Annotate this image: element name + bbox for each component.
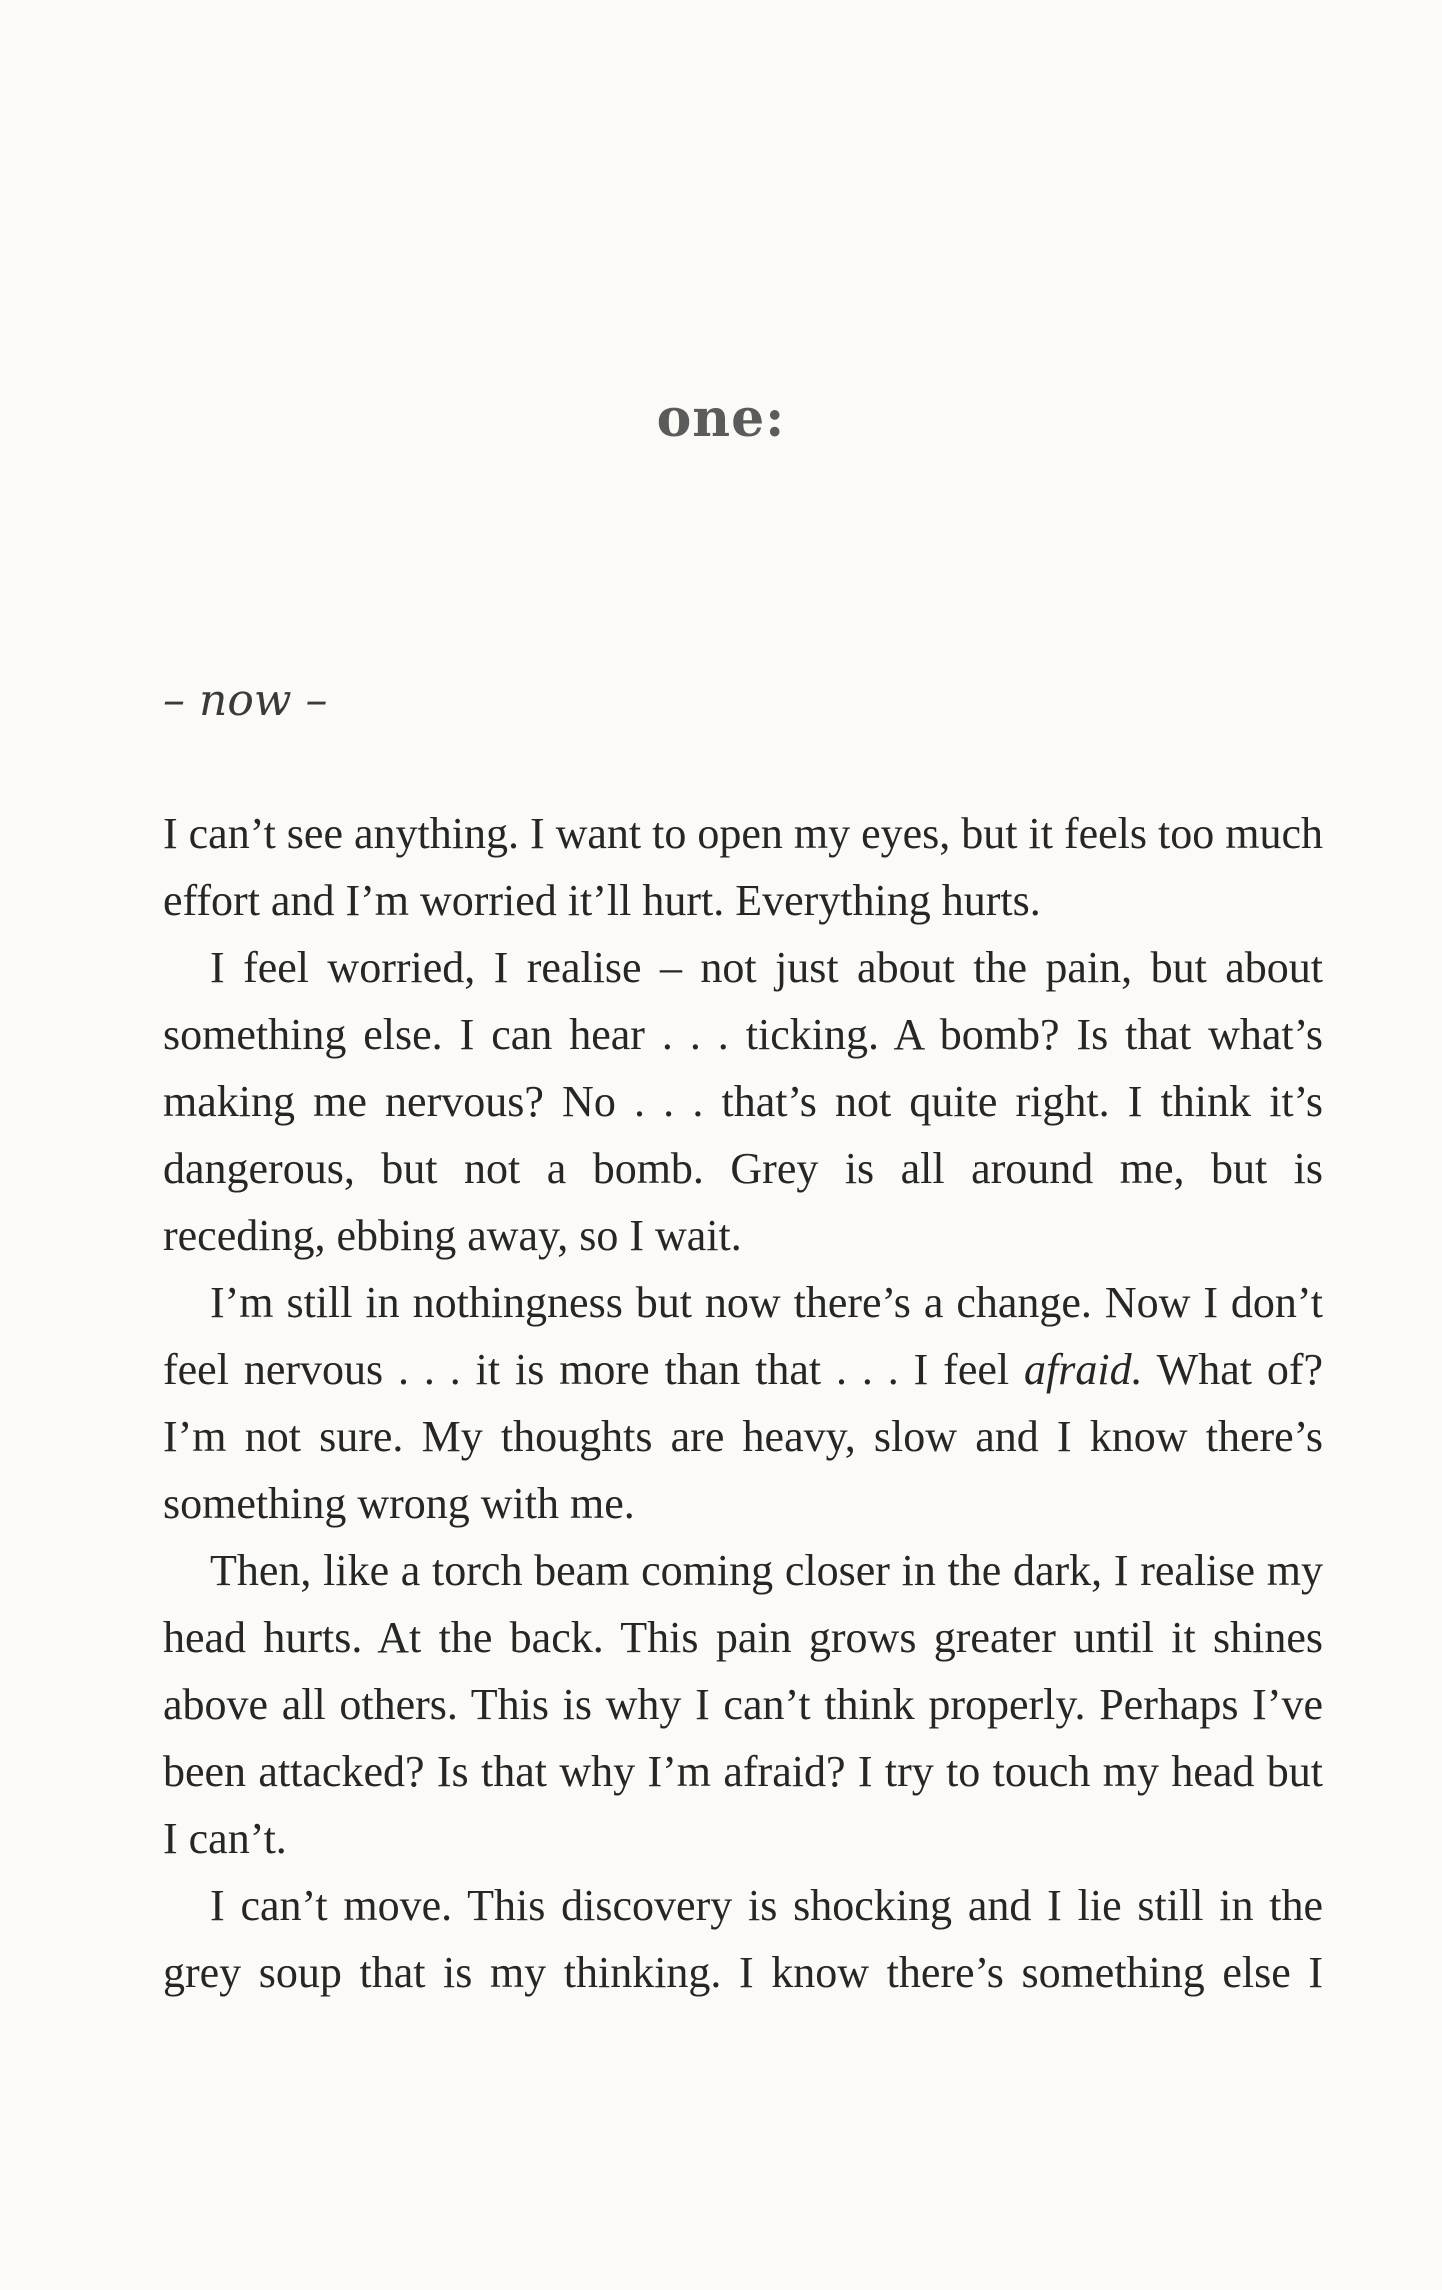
section-marker: – now – xyxy=(163,675,328,726)
body-text xyxy=(163,800,1323,2006)
paragraph-3-emphasis: afraid. xyxy=(1024,1345,1143,1394)
chapter-title: one: xyxy=(656,388,786,449)
paragraph-4: Then, like a torch beam coming closer in the dark, I realise my head hurts. At the back. This pain grows greater until it shines above all others. This is why I can’t think properly. Perhaps I’ve been attacked? Is that why I’m afraid? I try to touch my head but I can’t. xyxy=(163,1546,1323,1863)
paragraph-5: I can’t move. This discovery is shocking and I lie still in the grey soup that is my thinking. I know there’s something else I xyxy=(163,1881,1323,1997)
paragraph-3-after: What of? I’m not sure. My thoughts are heavy, slow and I know there’s something wrong with me. xyxy=(163,1345,1324,1528)
paragraph-2: I feel worried, I realise – not just about the pain, but about something else. I can hear . . . ticking. A bomb? Is that what’s making me nervous? No . . . that’s not quite right. I think it’s dangerous, but not a bomb. Grey is all around me, but is receding, ebbing away, so I wait. xyxy=(163,943,1323,1260)
paragraph-1: I can’t see anything. I want to open my eyes, but it feels too much effort and I’m worried it’ll hurt. Everything hurts. xyxy=(163,809,1324,925)
paragraph-3-before: I’m still in nothingness but now there’s a change. Now I don’t feel nervous . . . it is more than that . . . I feel xyxy=(163,1278,1323,1394)
paragraph-3 xyxy=(163,1269,1323,1537)
